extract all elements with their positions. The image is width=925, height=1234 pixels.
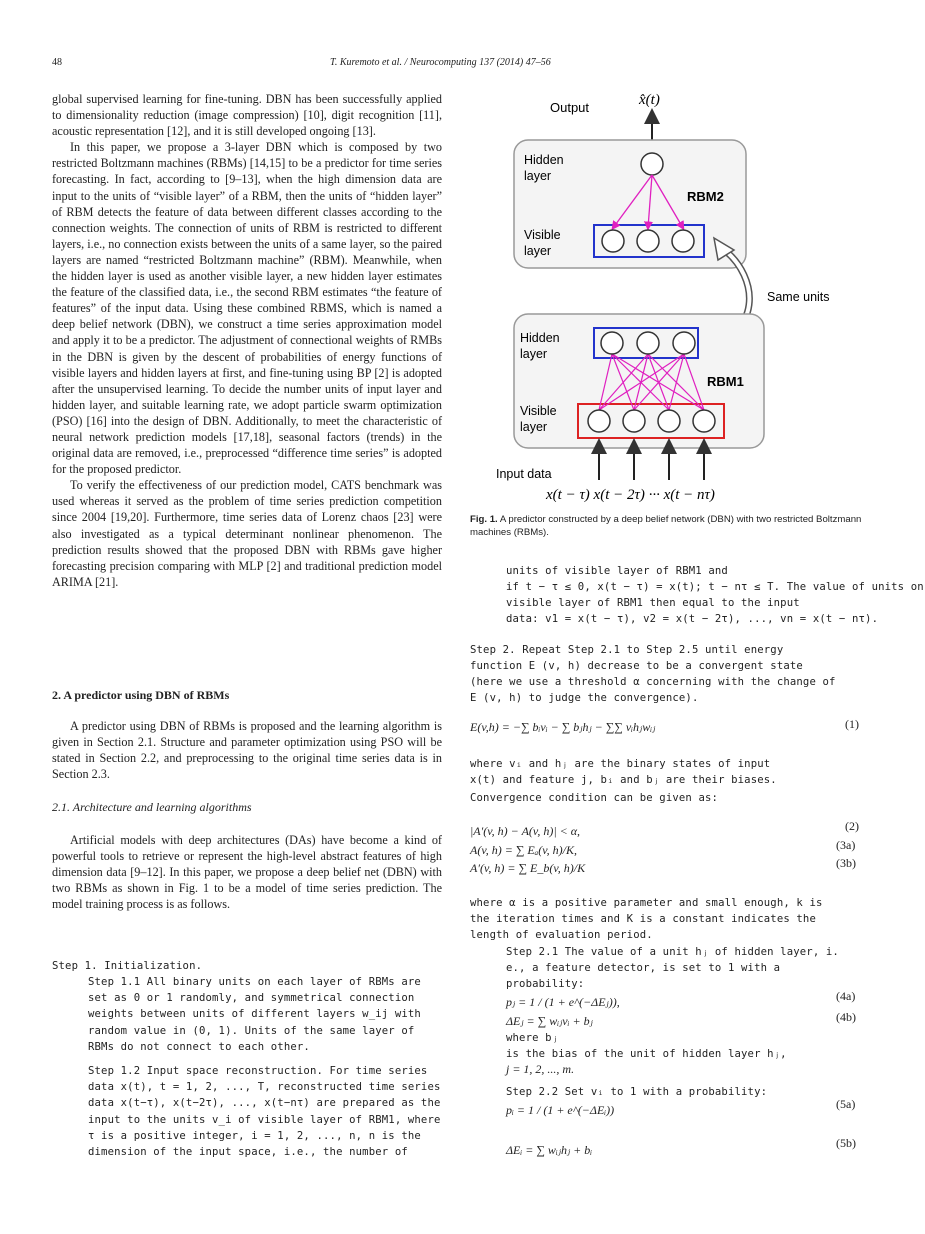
equation-4b-number: (4b): [836, 1010, 856, 1024]
left-column: [52, 91, 442, 590]
rbm1-visible-label: Visible layer: [520, 404, 557, 434]
equation-3a: A(v, h) = ∑ Eₐ(v, h)/K,: [470, 843, 578, 857]
step-2-line-4: E (v, h) to judge the convergence).: [470, 692, 699, 704]
where-3: where bⱼ: [506, 1032, 559, 1044]
step-2-line-1: Step 2. Repeat Step 2.1 to Step 2.5 until energy: [470, 644, 784, 656]
equation-3b: A′(v, h) = ∑ E_b(v, h)/K: [470, 861, 586, 875]
section-2-1-text: [52, 832, 442, 912]
where-1-line-1: where vᵢ and hⱼ are the binary states of input: [470, 758, 771, 770]
input-symbols: x(t − τ) x(t − 2τ) ··· x(t − nτ): [546, 487, 715, 503]
running-header: T. Kuremoto et al. / Neurocomputing 137 (2014) 47–56: [330, 57, 551, 68]
same-units-label: Same units: [767, 290, 830, 304]
rbm2-hidden-label: Hidden layer: [524, 153, 564, 183]
equation-5b: ΔEᵢ = ∑ wᵢⱼhⱼ + bᵢ: [506, 1143, 593, 1157]
equation-2: |A′(v, h) − A(v, h)| < α,: [470, 824, 581, 838]
equation-4b: ΔEⱼ = ∑ wᵢⱼvᵢ + bⱼ: [506, 1014, 593, 1028]
step-1-1: Step 1.1 All binary units on each layer of RBMs are set as 0 or 1 randomly, and symmetrical connection weights between units of different layers w_ij with random value in (0, 1). Units of the same layer of RBMs do not connect to each other.: [88, 976, 421, 1053]
step-2-2: Step 2.2 Set vᵢ to 1 with a probability:: [506, 1086, 768, 1098]
where-1-line-3: Convergence condition can be given as:: [470, 792, 719, 804]
rbm2-label: RBM2: [687, 189, 724, 204]
equation-1: E(v,h) = −∑ bᵢvᵢ − ∑ bⱼhⱼ − ∑∑ vᵢhⱼwᵢⱼ: [470, 720, 656, 734]
section-2-1-heading: 2.1. Architecture and learning algorithms: [52, 800, 252, 814]
paragraph-3: To verify the effectiveness of our prediction model, CATS benchmark was used whereas it served as the problem of time series prediction competition since 2004 [19,20]. Furthermore, time series data of Lorenz chaos [23] were also investigated as a typical determinant nonlinear phenomenon. The prediction results showed that the proposed DBN with RBMs gave higher forecasting precision comparing with MLP [2] and traditional prediction model ARIMA [21].: [52, 478, 442, 589]
figure-caption: [470, 514, 870, 539]
output-label: Output: [550, 100, 590, 115]
where-2-line-1: where α is a positive parameter and small enough, k is: [470, 897, 823, 909]
where-1-line-2: x(t) and feature j, bᵢ and bⱼ are their biases.: [470, 774, 777, 786]
where-2-line-2: the iteration times and K is a constant indicates the: [470, 913, 816, 925]
step-1-2-cont-2: if t − τ ≤ 0, x(t − τ) = x(t); t − nτ ≤ T. The value of units on: [506, 581, 924, 593]
where-2-line-3: length of evaluation period.: [470, 929, 653, 941]
equation-5a-number: (5a): [836, 1097, 856, 1111]
step-1-2-cont-4: data: v1 = x(t − τ), v2 = x(t − 2τ), ..., vn = x(t − nτ).: [506, 613, 879, 625]
equation-5a: pᵢ = 1 / (1 + e^(−ΔEᵢ)): [506, 1103, 615, 1117]
bias-text: is the bias of the unit of hidden layer hⱼ,: [506, 1048, 787, 1060]
step-2-1-line-2: e., a feature detector, is set to 1 with a: [506, 962, 781, 974]
section-2-intro: [52, 718, 442, 782]
equation-4a: pⱼ = 1 / (1 + e^(−ΔEⱼ)),: [506, 995, 620, 1009]
paragraph-2: In this paper, we propose a 3-layer DBN which is composed by two restricted Boltzmann machines (RBMs) [14,15] to be a predictor for time series forecasting. In fact, according to [9–13], when the high dimension data are input to the units of “visible layer” of a RBM, then the units of “hidden layer” of RBM detects the feature of data between different classes according to the connection weights. The connection of units of RBM is restricted to different layers, i.e., no connection exists between the units of a same layer, so the paired layers are named “restricted Boltzmann machine” (RBM). Meanwhile, when the hidden layer is used as another visible layer, a new hidden layer estimates the feature of the classified data, i.e., the second RBM estimates “the feature of features” of the input data. Using these combined RBMS, which is named a deep belief network (DBN), we construct a time series approximation model and apply it to be a predictor. The adjustment of connectional weights of RMBs in the DBN is given by the descent of probabilities of energy functions of visible layers and hidden layers at first, and fine-tuning using BP [2] is adopted after the unsupervised learning. To decide the number units of input layer and hidden layer, and suitable learning rate, we adopt particle swarm optimization (PSO) [16] into the design of DBN. Additionally, to meet the characteristic of neural network prediction models [17,18], seasonal factors (trends) in the original data are removed, i.e., preprocessed “difference time series” is adopted for the proposed predictor.: [52, 140, 442, 477]
input-data-label: Input data: [496, 467, 552, 481]
step-1: Step 1. Initialization.: [52, 960, 203, 972]
dbn-figure: [492, 88, 872, 508]
step-2-line-3: (here we use a threshold α concerning with the change of: [470, 676, 836, 688]
paragraph-4: A predictor using DBN of RBMs is proposed and the learning algorithm is given in Section 2.1. Structure and parameter optimization using PSO will be stated in Section 2.2, and preprocessing to the original time series data is in Section 2.3.: [52, 719, 442, 782]
step-2-line-2: function E (v, h) decrease to be a convergent state: [470, 660, 803, 672]
equation-5b-number: (5b): [836, 1136, 856, 1150]
rbm2-visible-label: Visible layer: [524, 228, 561, 258]
equation-4a-number: (4a): [836, 989, 856, 1003]
rbm1-hidden-label: Hidden layer: [520, 331, 560, 361]
equation-3b-number: (3b): [836, 856, 856, 870]
caption-text: A predictor constructed by a deep belief network (DBN) with two restricted Boltzmann machines (RBMs).: [470, 514, 862, 538]
section-2-heading: 2. A predictor using DBN of RBMs: [52, 688, 230, 702]
output-symbol: x̂(t): [639, 92, 660, 108]
step-1-2-cont-3: visible layer of RBM1 then equal to the input: [506, 597, 800, 609]
step-2-1-line-1: Step 2.1 The value of a unit hⱼ of hidden layer, i.: [506, 946, 839, 958]
paragraph-1: global supervised learning for fine-tuning. DBN has been successfully applied to dimensionality reduction (image compression) [10], digit recognition [11], acoustic representation [12], and it is still developed ongoing [13].: [52, 92, 442, 139]
j-range: j = 1, 2, ..., m.: [506, 1062, 575, 1076]
equation-1-number: (1): [845, 717, 859, 731]
rbm1-label: RBM1: [707, 374, 744, 389]
step-2-1-line-3: probability:: [506, 978, 585, 990]
step-1-2: Step 1.2 Input space reconstruction. For time series data x(t), t = 1, 2, ..., T, reconstructed time series data x(t−τ), x(t−2τ), ..., x(t−nτ) are prepared as the input to the units v_i of visible layer of RBM1, where τ is a positive integer, i = 1, 2, ..., n, n is the dimension of the input space, i.e., the number of: [88, 1065, 441, 1159]
caption-label: Fig. 1.: [470, 514, 498, 525]
step-1-2-cont-1: units of visible layer of RBM1 and: [506, 565, 728, 577]
paragraph-5: Artificial models with deep architectures (DAs) have become a kind of powerful tools to retrieve or represent the high-level abstract features of high dimension data [9–12]. In this paper, we propose a deep belief net (DBN) with two RBMs as shown in Fig. 1 to be a model of time series prediction. The model training process is as follows.: [52, 833, 442, 912]
equation-2-number: (2): [845, 819, 859, 833]
equation-3a-number: (3a): [836, 838, 856, 852]
page-number: 48: [52, 57, 62, 68]
rbm2-hidden-unit: [641, 153, 663, 175]
